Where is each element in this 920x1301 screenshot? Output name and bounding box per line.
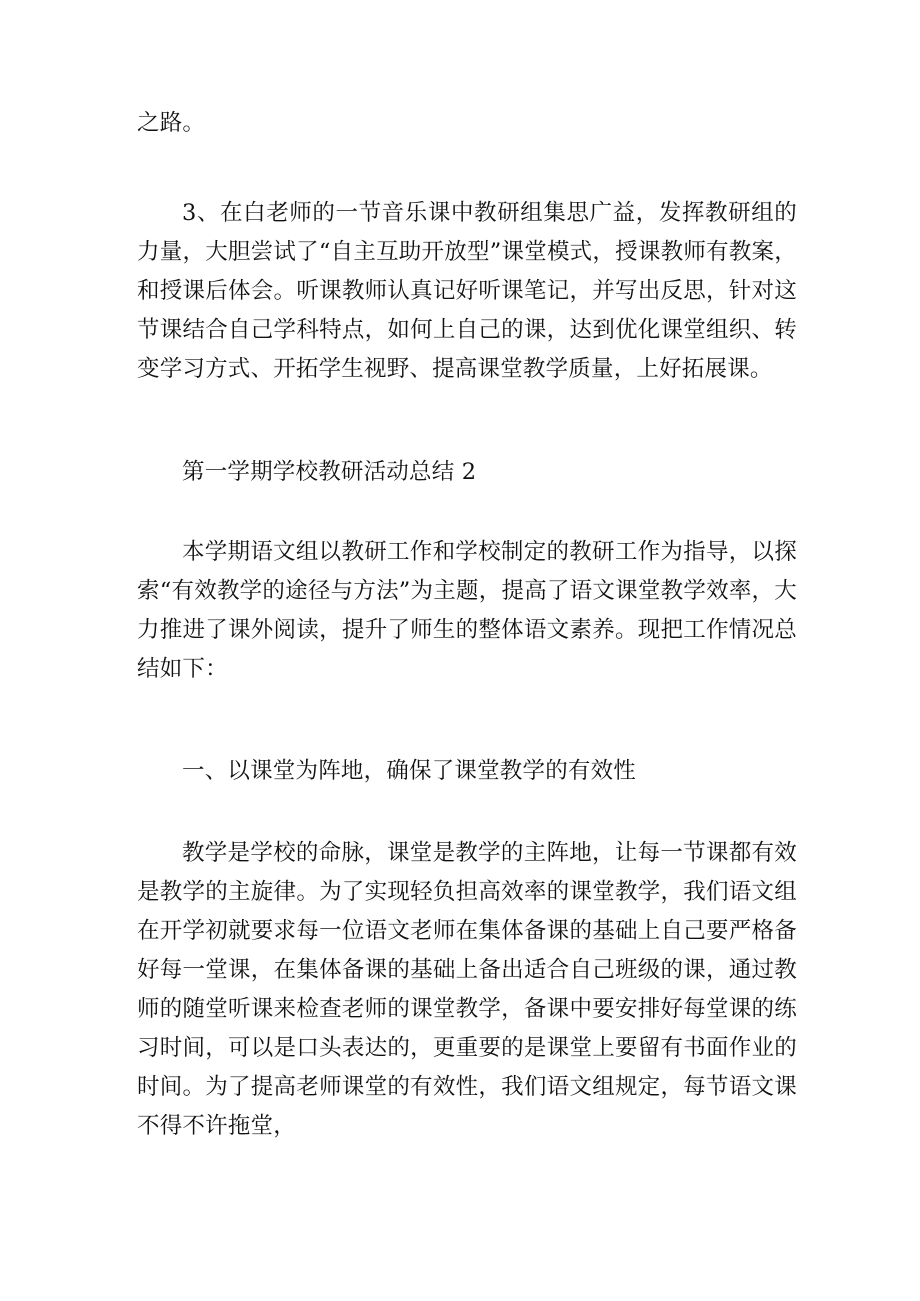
paragraph-intro: 本学期语文组以教研工作和学校制定的教研工作为指导，以探索“有效教学的途径与方法”为主题，提高了语文课堂教学效率，大力推进了课外阅读，提升了师生的整体语文素养。现把工作情况总结如下： — [137, 539, 797, 682]
paragraph-item-3: 3、在白老师的一节音乐课中教研组集思广益，发挥教研组的力量，大胆尝试了“自主互助开放型”课堂模式，授课教师有教案，和授课后体会。听课教师认真记好听课笔记，并写出反思，针对这节课结合自己学科特点，如何上自己的课，达到优化课堂组织、转变学习方式、开拓学生视野、提高课堂教学质量，上好拓展课。 — [137, 200, 797, 382]
paragraph-body-1: 教学是学校的命脉，课堂是教学的主阵地，让每一节课都有效是教学的主旋律。为了实现轻负担高效率的课堂教学，我们语文组在开学初就要求每一位语文老师在集体备课的基础上自己要严格备好每一堂课，在集体备课的基础上备出适合自己班级的课，通过教师的随堂听课来检查老师的课堂教学，备课中要安排好每堂课的练习时间，可以是口头表达的，更重要的是课堂上要留有书面作业的时间。为了提高老师课堂的有效性，我们语文组规定，每节语文课不得不许拖堂， — [137, 840, 797, 1139]
section-heading-1: 一、以课堂为阵地，确保了课堂教学的有效性 — [182, 758, 637, 784]
section-title: 第一学期学校教研活动总结 2 — [182, 459, 477, 485]
paragraph-continuation: 之路。 — [137, 110, 206, 136]
